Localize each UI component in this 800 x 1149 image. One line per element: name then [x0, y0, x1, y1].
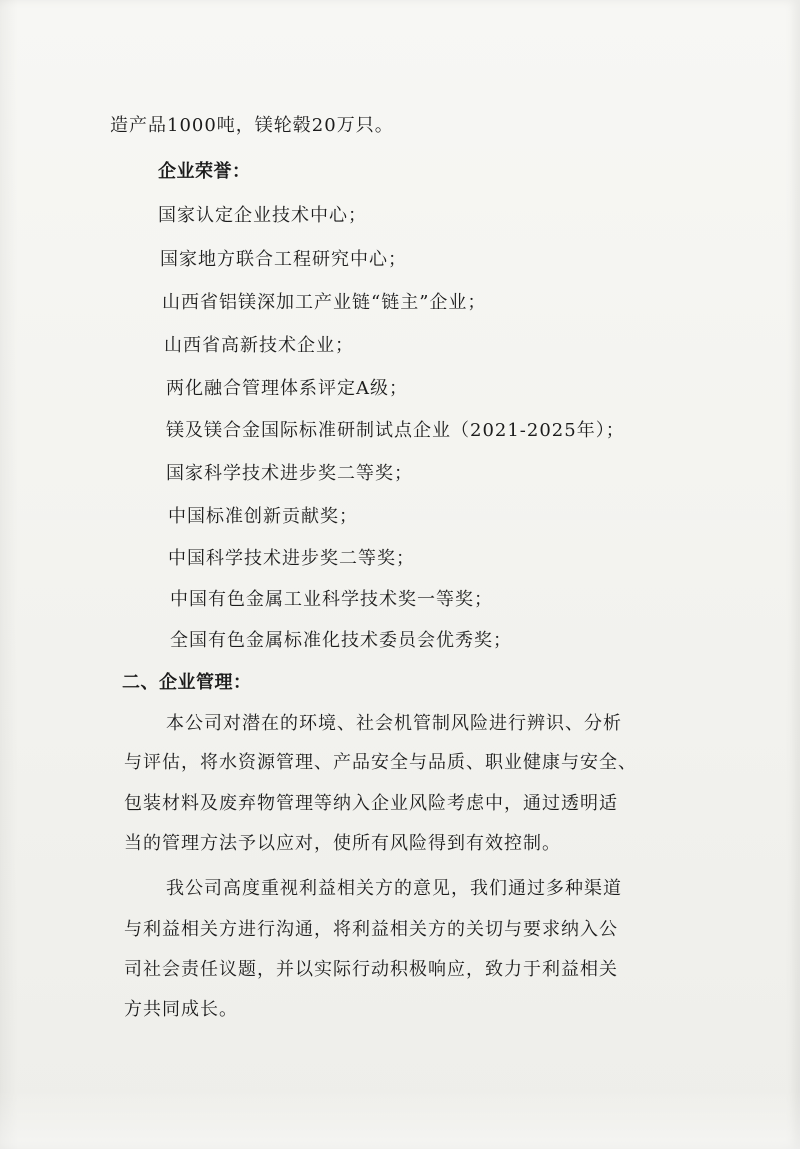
- honor-item: 国家地方联合工程研究中心；: [160, 249, 407, 270]
- honor-item: 中国有色金属工业科学技术奖一等奖；: [170, 589, 493, 610]
- honors-heading: 企业荣誉：: [158, 161, 251, 182]
- management-paragraph-line: 我公司高度重视利益相关方的意见，我们通过多种渠道: [166, 878, 622, 899]
- honor-item: 中国标准创新贡献奖；: [168, 506, 358, 527]
- honor-item: 国家认定企业技术中心；: [158, 205, 367, 226]
- honor-item: 镁及镁合金国际标准研制试点企业（2021-2025年）；: [166, 420, 625, 441]
- page-bottom-glare: [0, 1090, 800, 1149]
- honor-item: 国家科学技术进步奖二等奖；: [166, 463, 413, 484]
- management-paragraph-line: 当的管理方法予以应对，使所有风险得到有效控制。: [124, 833, 561, 854]
- honor-item: 山西省高新技术企业；: [164, 335, 354, 356]
- intro-line: 造产品1000吨，镁轮毂20万只。: [110, 115, 394, 136]
- management-paragraph-line: 本公司对潜在的环境、社会机管制风险进行辨识、分析: [166, 713, 622, 734]
- management-paragraph-line: 与评估，将水资源管理、产品安全与品质、职业健康与安全、: [124, 752, 637, 773]
- management-paragraph-line: 包装材料及废弃物管理等纳入企业风险考虑中，通过透明适: [124, 793, 618, 814]
- honor-item: 全国有色金属标准化技术委员会优秀奖；: [170, 630, 512, 651]
- management-paragraph-line: 方共同成长。: [124, 999, 238, 1020]
- honor-item: 两化融合管理体系评定A级；: [166, 378, 408, 399]
- management-paragraph-line: 司社会责任议题，并以实际行动积极响应，致力于利益相关: [124, 959, 618, 980]
- management-paragraph-line: 与利益相关方进行沟通，将利益相关方的关切与要求纳入公: [124, 919, 618, 940]
- management-heading: 二、企业管理：: [122, 672, 252, 693]
- honor-item: 中国科学技术进步奖二等奖；: [168, 548, 415, 569]
- honor-item: 山西省铝镁深加工产业链“链主”企业；: [162, 292, 487, 313]
